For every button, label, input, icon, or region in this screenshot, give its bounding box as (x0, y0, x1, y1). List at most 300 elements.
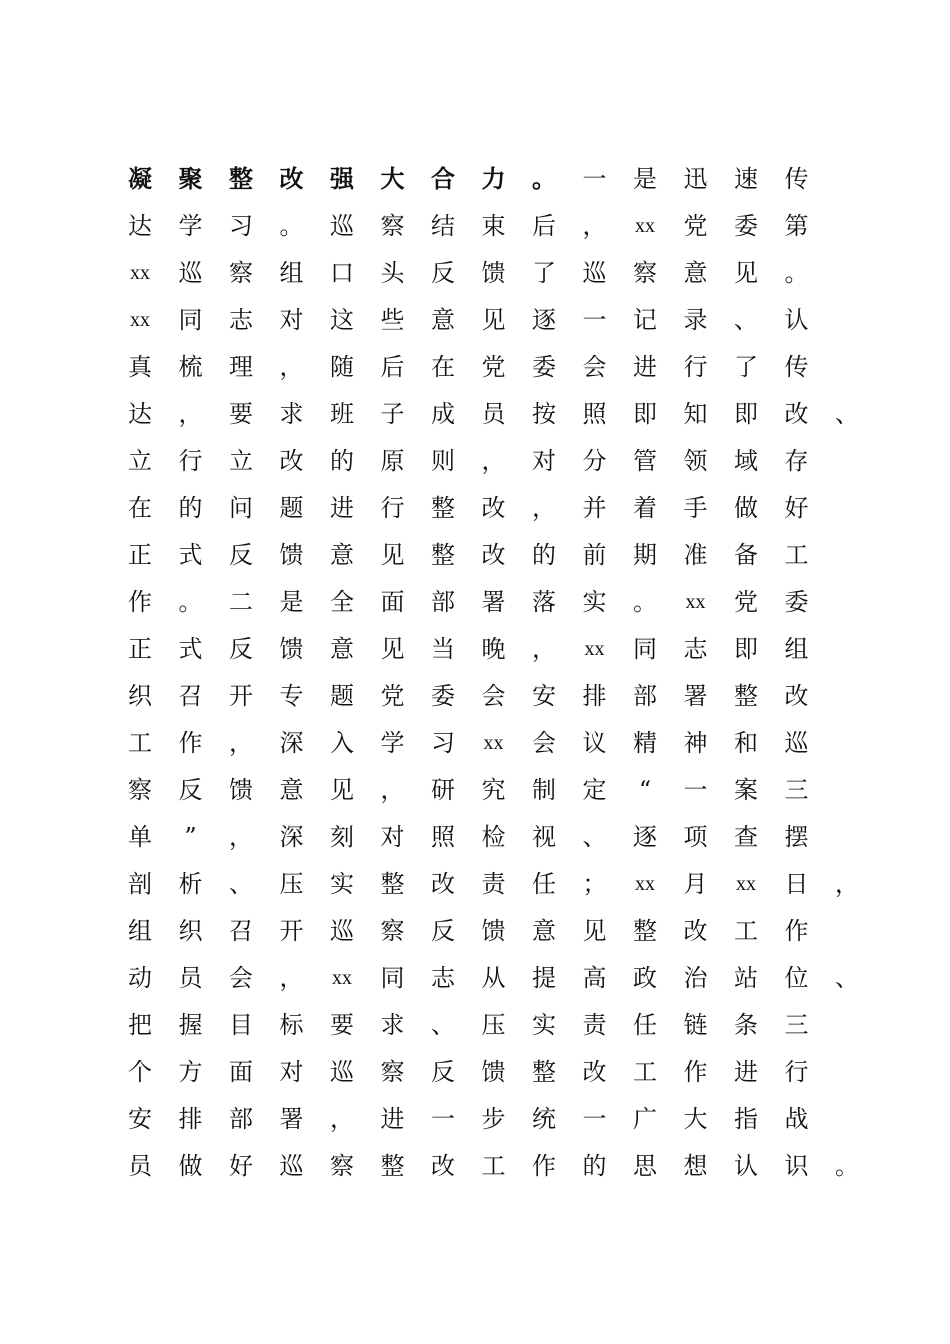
text-glyph: 认 (784, 306, 809, 334)
text-glyph: 动 (128, 964, 152, 992)
text-glyph: 任 (532, 870, 556, 898)
text-glyph: 分 (582, 447, 607, 475)
text-glyph: 察 (128, 776, 152, 804)
text-glyph: 整 (734, 682, 758, 710)
text-glyph: 逐 (532, 306, 556, 334)
text-glyph: 见 (734, 259, 758, 287)
text-glyph: 巡 (582, 259, 607, 287)
text-line (0, 861, 950, 908)
text-glyph: 志 (683, 635, 708, 663)
text-glyph: 当 (431, 635, 455, 663)
text-glyph: 精 (633, 729, 657, 757)
text-glyph: 组 (128, 917, 152, 945)
text-glyph: 作 (532, 1152, 556, 1180)
text-line (0, 391, 950, 438)
text-glyph: 期 (633, 541, 657, 569)
text-glyph: 逐 (633, 823, 657, 851)
text-glyph: 馈 (481, 1058, 506, 1086)
text-glyph: 署 (481, 588, 506, 616)
text-line (0, 579, 950, 626)
text-glyph: ， (279, 353, 304, 381)
text-line (0, 438, 950, 485)
text-glyph: 委 (431, 682, 455, 710)
text-glyph: 意 (279, 776, 304, 804)
text-glyph: ， (229, 823, 253, 851)
text-glyph: 迅 (683, 165, 708, 193)
text-glyph: 神 (683, 729, 708, 757)
text-glyph: 是 (279, 588, 304, 616)
text-glyph: 达 (128, 400, 152, 428)
text-glyph: 同 (380, 964, 405, 992)
text-glyph: 域 (734, 447, 758, 475)
text-glyph: 、 (431, 1011, 455, 1039)
text-glyph: 题 (279, 494, 304, 522)
text-glyph: 领 (683, 447, 708, 475)
text-glyph: 握 (178, 1011, 203, 1039)
text-glyph: 进 (330, 494, 354, 522)
text-glyph: 学 (178, 212, 203, 240)
text-glyph: 正 (128, 635, 152, 663)
text-glyph: 。 (784, 259, 809, 287)
text-glyph: 改 (481, 494, 506, 522)
text-glyph: 。 (279, 212, 304, 240)
text-glyph: 视 (532, 823, 556, 851)
text-glyph: 。 (633, 588, 657, 616)
text-glyph: 强 (330, 164, 354, 193)
text-glyph: 式 (178, 541, 203, 569)
text-glyph: 实 (582, 588, 607, 616)
text-glyph: 、 (229, 870, 253, 898)
text-glyph: 想 (683, 1152, 708, 1180)
text-glyph: 着 (633, 494, 657, 522)
text-glyph: 进 (380, 1105, 405, 1133)
text-glyph: 反 (229, 635, 253, 663)
text-glyph: 改 (431, 1152, 455, 1180)
text-glyph: 识 (784, 1152, 809, 1180)
text-glyph: 作 (128, 588, 152, 616)
text-glyph: 头 (380, 259, 405, 287)
text-glyph: 排 (178, 1105, 203, 1133)
text-glyph: 战 (784, 1105, 809, 1133)
text-glyph: 统 (532, 1105, 556, 1133)
text-glyph: 摆 (784, 823, 809, 851)
text-glyph: 照 (431, 823, 455, 851)
text-glyph: 任 (633, 1011, 657, 1039)
text-glyph: 改 (784, 682, 809, 710)
text-glyph: 即 (734, 400, 758, 428)
text-glyph: 指 (734, 1105, 758, 1133)
text-glyph: 会 (582, 353, 607, 381)
text-glyph: 了 (734, 353, 758, 381)
text-glyph: 高 (582, 964, 607, 992)
text-glyph: 立 (229, 447, 253, 475)
text-glyph: 的 (582, 1152, 607, 1180)
text-glyph: 部 (229, 1105, 253, 1133)
text-glyph: 织 (178, 917, 203, 945)
text-glyph: 传 (784, 165, 809, 193)
text-glyph: 改 (582, 1058, 607, 1086)
text-glyph: 一 (582, 165, 607, 193)
text-glyph: 工 (784, 541, 809, 569)
text-glyph: 梳 (178, 353, 203, 381)
text-glyph: 力 (481, 164, 506, 193)
text-line (0, 1096, 950, 1143)
text-glyph: 按 (532, 400, 556, 428)
text-glyph: 检 (481, 823, 506, 851)
text-glyph: ； (582, 870, 607, 898)
text-glyph: 党 (683, 212, 708, 240)
text-glyph: 馈 (481, 917, 506, 945)
text-glyph: 查 (734, 823, 758, 851)
text-glyph: 面 (380, 588, 405, 616)
text-glyph: 召 (178, 682, 203, 710)
text-glyph: 思 (633, 1152, 657, 1180)
text-glyph: 知 (683, 400, 708, 428)
text-glyph: 立 (128, 447, 152, 475)
text-glyph: 管 (633, 447, 657, 475)
text-glyph: 一 (431, 1105, 455, 1133)
text-glyph: 一 (582, 1105, 607, 1133)
text-glyph: 实 (330, 870, 354, 898)
text-glyph: 作 (683, 1058, 708, 1086)
text-glyph: 见 (481, 306, 506, 334)
text-glyph: 正 (128, 541, 152, 569)
text-glyph: 见 (330, 776, 354, 804)
text-glyph: 目 (229, 1011, 253, 1039)
text-glyph: 后 (380, 353, 405, 381)
text-glyph: 组 (279, 259, 304, 287)
text-glyph: 了 (532, 259, 556, 287)
text-glyph: 见 (380, 541, 405, 569)
text-glyph: xx (736, 873, 756, 895)
text-glyph: 个 (128, 1058, 152, 1086)
text-glyph: 部 (431, 588, 455, 616)
text-glyph: 巡 (330, 917, 354, 945)
text-line (0, 156, 950, 203)
text-glyph: 的 (178, 494, 203, 522)
text-line (0, 1143, 950, 1190)
text-glyph: 员 (481, 400, 506, 428)
text-glyph: 制 (532, 776, 556, 804)
text-glyph: 行 (380, 494, 405, 522)
text-glyph: 巡 (279, 1152, 304, 1180)
text-glyph: xx (685, 591, 706, 613)
text-glyph: 习 (229, 212, 253, 240)
text-glyph: 织 (128, 682, 152, 710)
text-glyph: 剖 (128, 870, 152, 898)
text-glyph: 、 (734, 306, 758, 334)
text-glyph: 改 (279, 164, 304, 193)
text-glyph: 同 (178, 306, 203, 334)
text-line (0, 1002, 950, 1049)
text-glyph: 巡 (178, 259, 203, 287)
text-glyph: 召 (229, 917, 253, 945)
text-glyph: 压 (279, 870, 304, 898)
text-line (0, 203, 950, 250)
text-glyph: 存 (784, 447, 809, 475)
text-glyph: 站 (734, 964, 758, 992)
text-glyph: ， (835, 870, 859, 898)
body-paragraph (0, 156, 950, 1190)
text-glyph: xx (635, 873, 655, 895)
text-glyph: 学 (380, 729, 405, 757)
text-glyph: 见 (582, 917, 607, 945)
text-glyph: 要 (229, 400, 253, 428)
text-glyph: 则 (431, 447, 455, 475)
text-glyph: xx (635, 215, 655, 237)
text-glyph: 意 (683, 259, 708, 287)
text-glyph: 和 (734, 729, 758, 757)
text-glyph: ， (380, 776, 405, 804)
text-glyph: 整 (380, 1152, 405, 1180)
text-glyph: 反 (431, 917, 455, 945)
text-glyph: xx (130, 309, 150, 331)
text-glyph: 对 (279, 1058, 304, 1086)
text-glyph: 刻 (330, 823, 354, 851)
text-glyph: 深 (279, 823, 304, 851)
text-glyph: ， (330, 1105, 354, 1133)
text-glyph: 专 (279, 682, 304, 710)
text-glyph: 广 (633, 1105, 657, 1133)
text-glyph: 察 (229, 259, 253, 287)
text-glyph: 研 (431, 776, 455, 804)
text-glyph: 随 (330, 353, 354, 381)
text-glyph: 工 (633, 1058, 657, 1086)
text-glyph: 理 (229, 353, 253, 381)
text-glyph: 晚 (481, 635, 506, 663)
text-line (0, 767, 950, 814)
text-glyph: 结 (431, 212, 455, 240)
text-glyph: 求 (279, 400, 304, 428)
text-glyph: 做 (178, 1152, 203, 1180)
text-line (0, 720, 950, 767)
text-glyph: 究 (481, 776, 506, 804)
text-glyph: 意 (532, 917, 556, 945)
text-glyph: 单 (128, 823, 152, 851)
text-glyph: ， (582, 212, 607, 240)
text-glyph: 行 (784, 1058, 809, 1086)
text-line (0, 908, 950, 955)
text-glyph: xx (332, 967, 352, 989)
text-glyph: 大 (380, 164, 405, 193)
text-glyph: 三 (784, 776, 809, 804)
text-glyph: 在 (431, 353, 455, 381)
text-glyph: “ (638, 776, 652, 804)
text-glyph: 速 (734, 165, 758, 193)
text-glyph: 实 (532, 1011, 556, 1039)
text-glyph: 合 (431, 164, 455, 193)
text-glyph: 一 (683, 776, 708, 804)
text-glyph: 入 (330, 729, 354, 757)
text-glyph: 习 (431, 729, 455, 757)
text-glyph: 。 (532, 164, 556, 193)
text-glyph: 条 (734, 1011, 758, 1039)
text-glyph: 委 (734, 212, 758, 240)
text-glyph: 做 (734, 494, 758, 522)
text-glyph: 项 (683, 823, 708, 851)
text-glyph: 好 (229, 1152, 253, 1180)
text-glyph: 大 (683, 1105, 708, 1133)
text-glyph: 对 (380, 823, 405, 851)
text-glyph: 手 (683, 494, 708, 522)
text-glyph: 求 (380, 1011, 405, 1039)
text-glyph: ， (178, 400, 203, 428)
text-glyph: 深 (279, 729, 304, 757)
text-glyph: 组 (784, 635, 809, 663)
text-glyph: 提 (532, 964, 556, 992)
text-glyph: 党 (481, 353, 506, 381)
text-glyph: 位 (784, 964, 809, 992)
text-glyph: 的 (330, 447, 354, 475)
text-glyph: 党 (734, 588, 758, 616)
text-glyph: 一 (582, 306, 607, 334)
text-glyph: 反 (178, 776, 203, 804)
text-glyph: 会 (229, 964, 253, 992)
text-glyph: 会 (532, 729, 556, 757)
text-glyph: 、 (835, 400, 859, 428)
text-glyph: 开 (229, 682, 253, 710)
text-glyph: 记 (633, 306, 657, 334)
text-glyph: 链 (683, 1011, 708, 1039)
text-glyph: 议 (582, 729, 607, 757)
text-glyph: 巡 (784, 729, 809, 757)
text-glyph: 案 (734, 776, 758, 804)
text-glyph: 员 (178, 964, 203, 992)
text-glyph: 前 (582, 541, 607, 569)
text-glyph: 馈 (279, 541, 304, 569)
text-glyph: ， (532, 635, 556, 663)
text-glyph: 定 (582, 776, 607, 804)
text-glyph: 整 (633, 917, 657, 945)
text-glyph: 行 (178, 447, 203, 475)
text-glyph: 工 (481, 1152, 506, 1180)
text-glyph: 些 (380, 306, 405, 334)
text-glyph: 整 (380, 870, 405, 898)
text-glyph: 见 (380, 635, 405, 663)
text-glyph: 作 (178, 729, 203, 757)
text-line (0, 1049, 950, 1096)
text-glyph: 面 (229, 1058, 253, 1086)
text-glyph: 巡 (330, 1058, 354, 1086)
text-glyph: 进 (734, 1058, 758, 1086)
text-glyph: xx (130, 262, 150, 284)
text-glyph: 即 (734, 635, 758, 663)
text-glyph: 治 (683, 964, 708, 992)
text-glyph: 意 (330, 541, 354, 569)
text-glyph: 署 (279, 1105, 304, 1133)
text-glyph: 对 (532, 447, 556, 475)
text-glyph: ， (279, 964, 304, 992)
text-glyph: 班 (330, 400, 354, 428)
text-glyph: 口 (330, 259, 354, 287)
text-glyph: 同 (633, 635, 657, 663)
text-line (0, 297, 950, 344)
text-glyph: 照 (582, 400, 607, 428)
text-glyph: 察 (380, 1058, 405, 1086)
text-glyph: 从 (481, 964, 506, 992)
text-glyph: 在 (128, 494, 152, 522)
text-glyph: 改 (481, 541, 506, 569)
text-glyph: 巡 (330, 212, 354, 240)
text-glyph: 反 (431, 259, 455, 287)
text-glyph: 束 (481, 212, 506, 240)
text-glyph: 开 (279, 917, 304, 945)
text-glyph: 是 (633, 165, 657, 193)
text-glyph: 志 (431, 964, 455, 992)
text-glyph: 日 (784, 870, 809, 898)
text-glyph: ， (532, 494, 556, 522)
text-glyph: 。 (178, 588, 203, 616)
text-glyph: 党 (380, 682, 405, 710)
text-glyph: 凝 (128, 164, 152, 193)
text-glyph: 反 (431, 1058, 455, 1086)
text-glyph: 工 (734, 917, 758, 945)
text-glyph: 安 (532, 682, 556, 710)
text-glyph: 标 (279, 1011, 304, 1039)
text-glyph: 安 (128, 1105, 152, 1133)
text-glyph: 会 (481, 682, 506, 710)
text-glyph: 第 (784, 212, 809, 240)
text-glyph: 。 (835, 1152, 859, 1180)
text-glyph: 三 (784, 1011, 809, 1039)
text-glyph: 步 (481, 1105, 506, 1133)
text-glyph: 反 (229, 541, 253, 569)
text-line (0, 673, 950, 720)
text-glyph: xx (584, 638, 605, 660)
text-glyph: ， (229, 729, 253, 757)
text-line (0, 955, 950, 1002)
text-glyph: 认 (734, 1152, 758, 1180)
text-glyph: 察 (633, 259, 657, 287)
text-glyph: 进 (633, 353, 657, 381)
text-line (0, 344, 950, 391)
text-line (0, 532, 950, 579)
text-glyph: 录 (683, 306, 708, 334)
text-line (0, 814, 950, 861)
text-glyph: 准 (683, 541, 708, 569)
text-glyph: 传 (784, 353, 809, 381)
text-glyph: 署 (683, 682, 708, 710)
text-glyph: 改 (683, 917, 708, 945)
text-glyph: 月 (683, 870, 708, 898)
text-glyph: 委 (532, 353, 556, 381)
text-glyph: 意 (330, 635, 354, 663)
text-glyph: 这 (330, 306, 354, 334)
text-glyph: 志 (229, 306, 253, 334)
text-glyph: 排 (582, 682, 607, 710)
text-glyph: 责 (481, 870, 506, 898)
text-glyph: xx (483, 732, 504, 754)
text-glyph: 部 (633, 682, 657, 710)
text-glyph: 子 (380, 400, 405, 428)
text-glyph: 成 (431, 400, 455, 428)
text-glyph: 压 (481, 1011, 506, 1039)
text-glyph: 聚 (178, 164, 203, 193)
text-line (0, 250, 950, 297)
text-glyph: 整 (229, 164, 253, 193)
text-glyph: 把 (128, 1011, 152, 1039)
text-glyph: 政 (633, 964, 657, 992)
text-glyph: 整 (431, 494, 455, 522)
text-glyph: 员 (128, 1152, 152, 1180)
text-glyph: ” (184, 823, 197, 851)
text-glyph: 的 (532, 541, 556, 569)
text-glyph: 、 (835, 964, 859, 992)
text-glyph: 后 (532, 212, 556, 240)
text-glyph: 题 (330, 682, 354, 710)
text-glyph: 问 (229, 494, 253, 522)
text-glyph: 改 (279, 447, 304, 475)
